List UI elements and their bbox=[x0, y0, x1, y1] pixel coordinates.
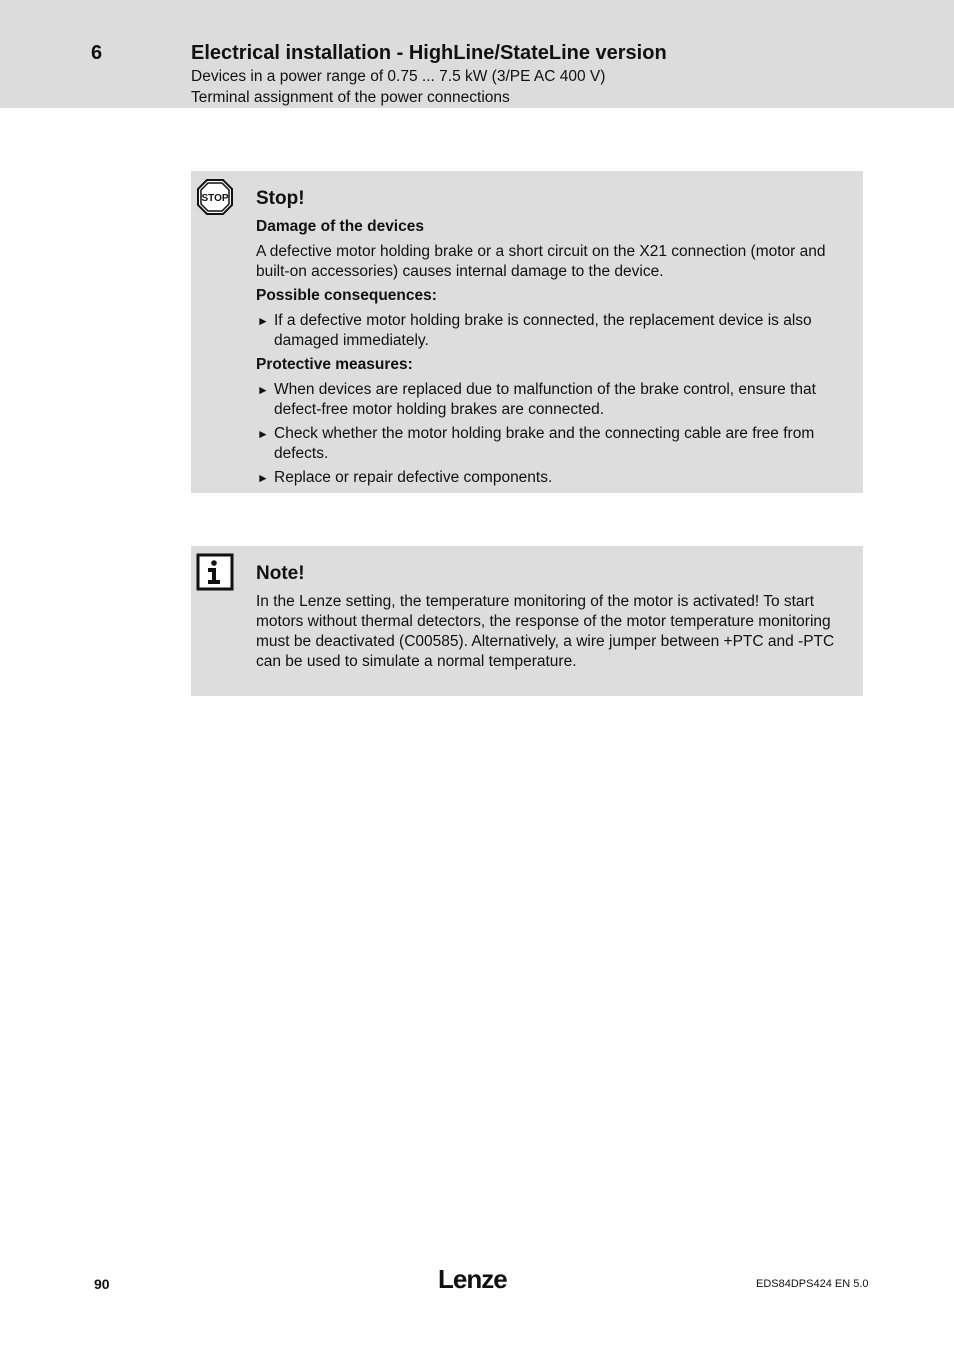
info-icon bbox=[196, 553, 234, 596]
measure-item bbox=[256, 380, 852, 420]
chapter-title: Electrical installation - HighLine/StateLine version bbox=[191, 42, 667, 64]
note-text: In the Lenze setting, the temperature monitoring of the motor is activated! To start motors without thermal detectors, the response of the motor temperature monitoring must be deactivated (C00585). Alternatively, a wire jumper between +PTC and -PTC can be used to simulate a normal temperature. bbox=[256, 593, 835, 670]
document-id: EDS84DPS424 EN 5.0 bbox=[756, 1278, 869, 1290]
measures-label: Protective measures: bbox=[256, 356, 413, 373]
subsection-subtitle: Terminal assignment of the power connections bbox=[191, 89, 510, 106]
bullet-arrow-icon: ► bbox=[257, 427, 269, 441]
damage-heading: Damage of the devices bbox=[256, 218, 424, 235]
measure-text: Replace or repair defective components. bbox=[274, 469, 553, 486]
page-number: 90 bbox=[94, 1276, 110, 1292]
measure-text: When devices are replaced due to malfunction of the brake control, ensure that defect-free motor holding brakes are connected. bbox=[274, 381, 816, 418]
stop-heading: Stop! bbox=[256, 188, 305, 209]
chapter-number: 6 bbox=[91, 42, 103, 64]
damage-description: A defective motor holding brake or a short circuit on the X21 connection (motor and built-on accessories) causes internal damage to the device. bbox=[256, 243, 826, 280]
section-subtitle: Devices in a power range of 0.75 ... 7.5 kW (3/PE AC 400 V) bbox=[191, 68, 606, 85]
note-content bbox=[256, 563, 852, 676]
note-box bbox=[191, 546, 863, 696]
consequence-text: If a defective motor holding brake is connected, the replacement device is also damaged immediately. bbox=[274, 312, 812, 349]
page-header bbox=[0, 0, 954, 108]
stop-sign-text: STOP bbox=[201, 193, 229, 204]
measure-item bbox=[256, 468, 852, 488]
consequence-item bbox=[256, 311, 852, 351]
measure-item bbox=[256, 424, 852, 464]
stop-warning-box bbox=[191, 171, 863, 493]
stop-box-content bbox=[256, 188, 852, 492]
lenze-logo: Lenze bbox=[438, 1264, 507, 1294]
measure-text: Check whether the motor holding brake and the connecting cable are free from defects. bbox=[274, 425, 815, 462]
bullet-arrow-icon: ► bbox=[257, 471, 269, 485]
stop-sign-icon bbox=[196, 178, 234, 221]
note-heading: Note! bbox=[256, 563, 305, 584]
bullet-arrow-icon: ► bbox=[257, 314, 269, 328]
consequences-label: Possible consequences: bbox=[256, 287, 437, 304]
bullet-arrow-icon: ► bbox=[257, 383, 269, 397]
